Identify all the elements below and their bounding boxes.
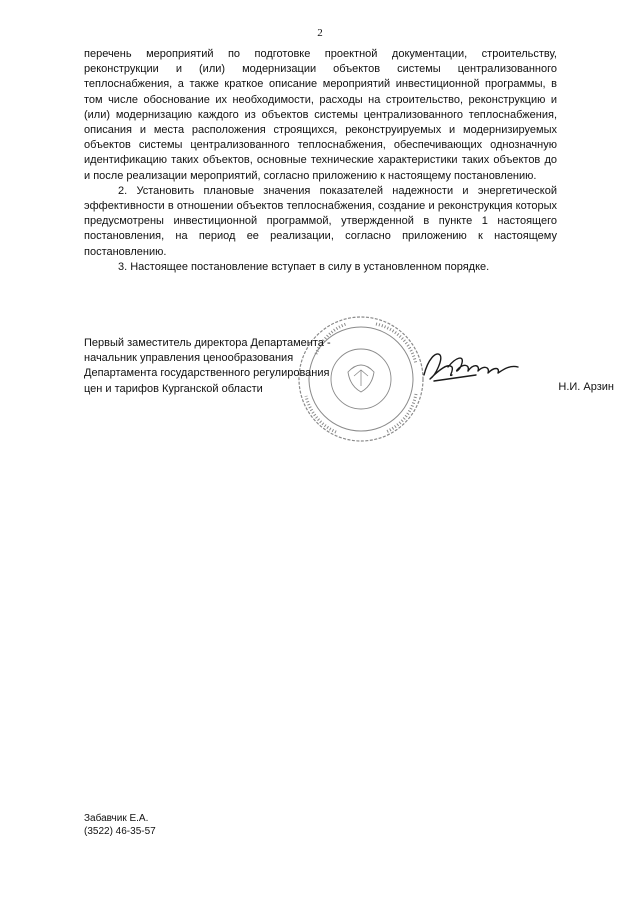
- position-line-3: Департамента государственного регулирования: [84, 367, 330, 380]
- executor-name: Забавчик Е.А.: [84, 813, 149, 824]
- position-line-4: цен и тарифов Курганской области: [84, 382, 263, 395]
- executor-phone: (3522) 46-35-57: [84, 826, 156, 837]
- paragraph-1-continuation: перечень мероприятий по подготовке проектной документации, строительству, реконструкции и (или) модернизации объектов системы централизованного теплоснабжения, а также краткое описание мероприятий инвестиционной программы, в том числе обоснование их необходимости, расходы на строительство, реконструкцию и (или) модернизацию каждого из объектов системы централизованного теплоснабжения, описания и места расположения строящихся, реконструируемых и модернизируемых объектов системы централизованного теплоснабжения, обеспечивающих однозначную идентификацию таких объектов, основные технические характеристики таких объектов до и после реализации мероприятий, согласно приложению к настоящему постановлению.: [84, 48, 557, 182]
- paragraph-2: 2. Установить плановые значения показателей надежности и энергетической эффективности в отношении объектов теплоснабжения, создание и реконструкция которых предусмотрены инвестиционной программой, утвержденной в пункте 1 настоящего постановления, на период ее реализации, согласно приложению к настоящему постановлению.: [84, 184, 557, 258]
- executor-info: [84, 812, 156, 838]
- position-line-2: начальник управления ценообразования: [84, 352, 294, 365]
- document-body: [84, 47, 557, 275]
- paragraph-3: 3. Настоящее постановление вступает в силу в установленном порядке.: [118, 260, 490, 273]
- signatory-position: [84, 336, 557, 397]
- signatory-name: Н.И. Арзин: [558, 381, 614, 393]
- page-number: 2: [317, 27, 323, 39]
- position-line-1: Первый заместитель директора Департамента -: [84, 337, 331, 349]
